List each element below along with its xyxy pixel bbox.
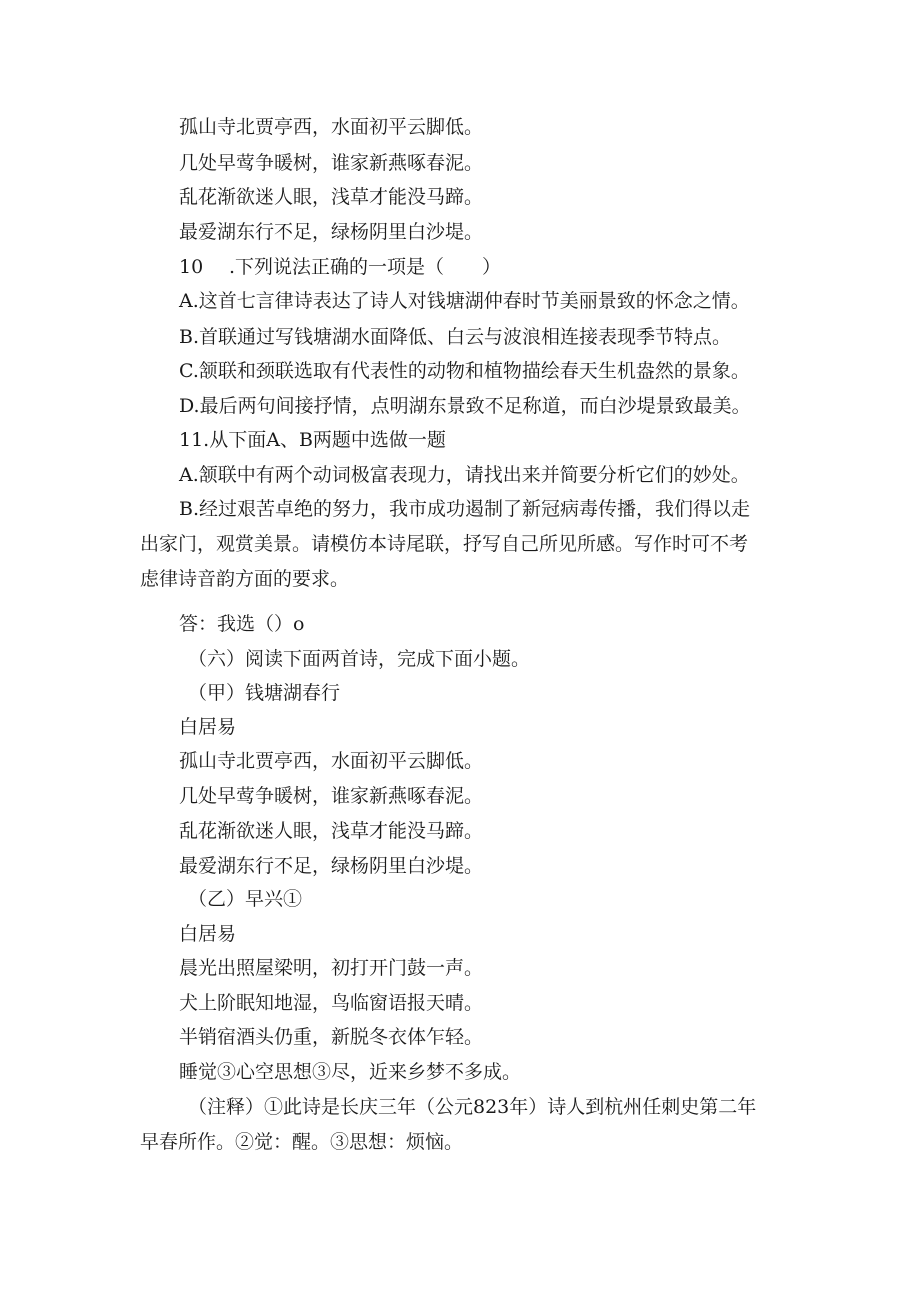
question-11-option-b-line-3: 虑律诗音韵方面的要求。: [140, 568, 350, 590]
poem-a-line-3: 乱花渐欲迷人眼，浅草才能没马蹄。: [179, 820, 484, 842]
poem-b-line-1: 晨光出照屋梁明，初打开门鼓一声。: [179, 957, 484, 979]
poem-top-line-4: 最爱湖东行不足，绿杨阴里白沙堤。: [179, 221, 484, 243]
question-11-answer: 答：我选（）o: [179, 613, 305, 635]
question-10-text: .下列说法正确的一项是（ ）: [229, 256, 502, 278]
poem-b-line-3: 半销宿酒头仍重，新脱冬衣体乍轻。: [179, 1026, 484, 1048]
poem-a-line-1: 孤山寺北贾亭西，水面初平云脚低。: [179, 750, 484, 772]
poem-top-line-1: 孤山寺北贾亭西，水面初平云脚低。: [179, 116, 484, 138]
poem-top-line-3: 乱花渐欲迷人眼，浅草才能没马蹄。: [179, 186, 484, 208]
poem-a-title: （甲）钱塘湖春行: [188, 682, 341, 704]
poem-b-author: 白居易: [179, 923, 237, 945]
question-11-option-a: A.颔联中有两个动词极富表现力，请找出来并简要分析它们的妙处。: [179, 464, 750, 486]
question-11-option-b-line-2: 出家门，观赏美景。请模仿本诗尾联，抒写自己所见所感。写作时可不考: [140, 533, 749, 555]
poem-b-title: （乙）早兴①: [188, 888, 303, 910]
poem-b-line-4: 睡觉③心空思想③尽，近来乡梦不多成。: [179, 1061, 522, 1083]
poem-a-line-4: 最爱湖东行不足，绿杨阴里白沙堤。: [179, 855, 484, 877]
question-11-option-b-line-1: B.经过艰苦卓绝的努力，我市成功遏制了新冠病毒传播，我们得以走: [179, 498, 751, 520]
question-10-number: 10: [179, 256, 204, 278]
question-10-option-a: A.这首七言律诗表达了诗人对钱塘湖仲春时节美丽景致的怀念之情。: [179, 290, 750, 312]
section-6-heading: （六）阅读下面两首诗，完成下面小题。: [188, 648, 531, 670]
question-10-stem: [179, 258, 501, 277]
poem-top-line-2: 几处早莺争暖树，谁家新燕啄春泥。: [179, 152, 484, 174]
question-10-option-c: C.颔联和颈联选取有代表性的动物和植物描绘春天生机盎然的景象。: [179, 360, 750, 382]
question-10-option-b: B.首联通过写钱塘湖水面降低、白云与波浪相连接表现季节特点。: [179, 326, 732, 348]
notes-line-1: （注释）①此诗是长庆三年（公元823年）诗人到杭州任刺史第二年: [188, 1096, 757, 1118]
poem-a-line-2: 几处早莺争暖树，谁家新燕啄春泥。: [179, 785, 484, 807]
poem-a-author: 白居易: [179, 716, 237, 738]
question-10-option-d: D.最后两句间接抒情，点明湖东景致不足称道，而白沙堤景致最美。: [179, 395, 751, 417]
poem-b-line-2: 犬上阶眠知地湿，鸟临窗语报天晴。: [179, 992, 484, 1014]
question-11-stem: 11.从下面A、B两题中选做一题: [179, 429, 446, 451]
notes-line-2: 早春所作。②觉：醒。③思想：烦恼。: [140, 1131, 464, 1153]
